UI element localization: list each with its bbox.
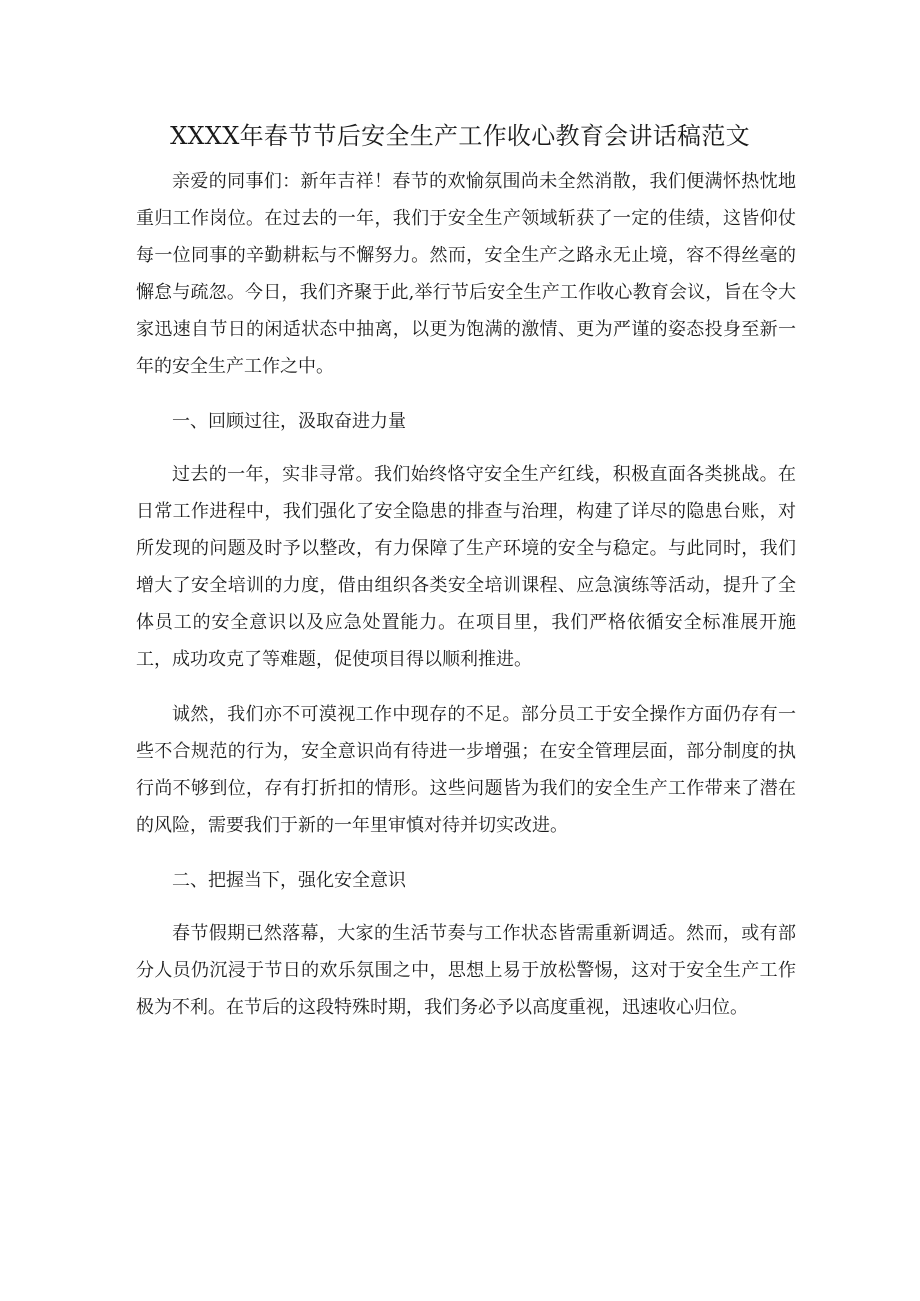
section-heading-1: 一、回顾过往，汲取奋进力量 <box>172 411 406 432</box>
paragraph-shortcomings: 诚然，我们亦不可漠视工作中现存的不足。部分员工于安全操作方面仍存有一些不合规范的行为，安全意识尚有待进一步增强；在安全管理层面，部分制度的执行尚不够到位，存有打折扣的情形。这些问题皆为我们的安全生产工作带来了潜在的风险，需要我们于新的一年里审慎对待并切实改进。 <box>136 704 796 836</box>
paragraph-present: 春节假期已然落幕，大家的生活节奏与工作状态皆需重新调适。然而，或有部分人员仍沉浸于节日的欢乐氛围之中，思想上易于放松警惕，这对于安全生产工作极为不利。在节后的这段特殊时期，我们务必予以高度重视，迅速收心归位。 <box>136 923 796 1018</box>
document-title: XXXX年春节节后安全生产工作收心教育会讲话稿范文 <box>170 122 750 150</box>
document-body <box>136 163 796 1044</box>
section-heading-2: 二、把握当下，强化安全意识 <box>172 870 406 891</box>
paragraph-review: 过去的一年，实非寻常。我们始终恪守安全生产红线，积极直面各类挑战。在日常工作进程中，我们强化了安全隐患的排查与治理，构建了详尽的隐患台账，对所发现的问题及时予以整改，有力保障了生产环境的安全与稳定。与此同时，我们增大了安全培训的力度，借由组织各类安全培训课程、应急演练等活动，提升了全体员工的安全意识以及应急处置能力。在项目里，我们严格依循安全标准展开施工，成功攻克了等难题，促使项目得以顺利推进。 <box>136 464 796 670</box>
paragraph-greeting: 亲爱的同事们：新年吉祥！春节的欢愉氛围尚未全然消散，我们便满怀热忱地重归工作岗位。在过去的一年，我们于安全生产领域斩获了一定的佳绩，这皆仰仗每一位同事的辛勤耕耘与不懈努力。然而，安全生产之路永无止境，容不得丝毫的懈怠与疏忽。今日，我们齐聚于此,举行节后安全生产工作收心教育会议，旨在令大家迅速自节日的闲适状态中抽离，以更为饱满的激情、更为严谨的姿态投身至新一年的安全生产工作之中。 <box>136 171 796 377</box>
